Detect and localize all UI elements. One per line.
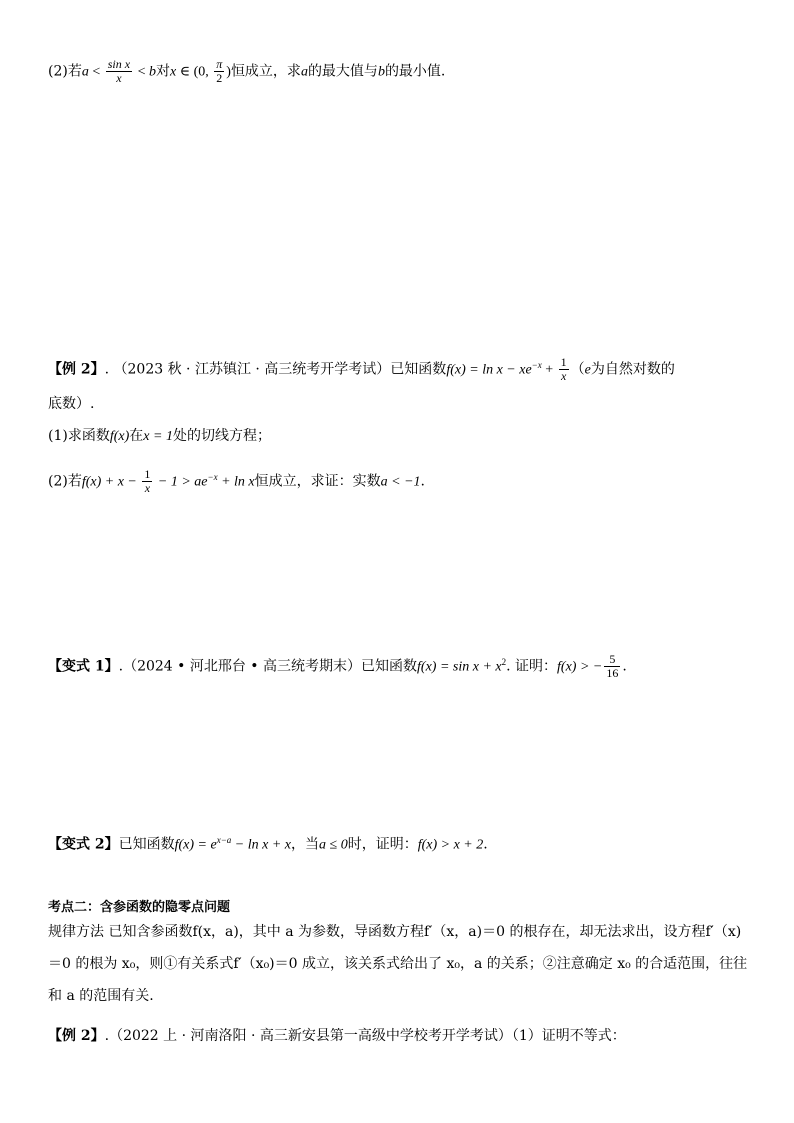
variant-2-label: 【变式 2】 [48,836,119,853]
q1-mid: 在 [129,428,144,444]
less-than: < [88,64,104,80]
paren-open: （ [570,361,585,378]
part2-suffix: 恒成立，求 [230,63,301,80]
example-2b [48,1026,626,1046]
method-paragraph: 规律方法 已知含参函数f(x，a)，其中 a 为参数，导函数方程f′（x，a)＝0 的根存在，却无法求出，设方程f′（x)＝0 的根为 x₀，则①有关系式f′（x₀)＝0 成立，该关系式给出了 x₀，a 的关系；②注意确定 x₀ 的合适范围，往往和 a 的范围有关. [48,924,748,1004]
q2-mid: 恒成立，求证：实数 [254,473,381,490]
variant-1-function: f(x) = sin x + x [417,659,502,675]
example-2b-text: .（2022 上 · 河南洛阳 · 高三新安县第一高级中学校考开学考试）（1）证明不等式： [104,1028,626,1044]
q1-function: f(x) [109,429,130,444]
interval-open: ∈ (0, [176,64,213,80]
example-2-question-2 [48,467,425,495]
variant-2-function-rest: − ln x + x [231,837,292,853]
example-2-label: 【例 2】 [48,361,105,378]
variant-2-exponent: x−a [216,835,232,845]
variant-1-square: 2 [501,657,507,667]
q2-conclusion: a < −1 [380,474,421,490]
example-2b-label: 【例 2】 [48,1028,105,1044]
interval-close: ) [226,64,231,80]
example-2-function: f(x) = ln x − xe [446,362,532,378]
q2-expr2: − 1 > ae [154,474,208,490]
variant-1-source: .（2024 • 河北邢台 • 高三统考期末）已知函数 [118,658,418,675]
q1-x-value: x = 1 [143,429,173,444]
frac-denominator: x [116,71,122,85]
q1-prefix: (1)求函数 [48,428,110,444]
q2-frac-num: 1 [144,467,151,482]
pi-over-2-fraction [214,58,224,85]
five-sixteenths-fraction [604,653,620,680]
q1-end: 处的切线方程； [172,428,271,444]
frac-16: 16 [606,666,619,681]
q2-fraction [142,468,152,495]
problem-part-2 [48,58,445,85]
var-e: e [584,362,591,378]
variant-1 [48,652,627,680]
variant-1-end: . [622,658,627,675]
plus-sign: + [541,362,557,378]
var-b-2: b [377,64,385,80]
q2-exponent: −x [207,472,218,482]
variant-1-mid: . 证明： [506,658,558,675]
pi-numerator: π [216,57,223,71]
example-2-exponent: −x [531,360,542,370]
var-b: b [149,64,156,80]
q2-prefix: (2)若 [48,473,82,490]
frac-one: 1 [560,355,567,370]
example-2-tail: 为自然对数的 [590,361,675,378]
q2-end: . [420,473,425,490]
q2-expr1: f(x) + x − [81,474,141,490]
q2-expr3: + ln x [217,474,255,490]
variant-2-mid2: 时，证明： [347,836,418,853]
q2-frac-den: x [144,481,151,496]
example-2-source: . （2023 秋 · 江苏镇江 · 高三统考开学考试）已知函数 [104,361,447,378]
var-a-2: a [300,64,308,80]
example-2-question-1 [48,426,271,447]
var-a: a [81,64,89,80]
dui-text: 对 [156,63,170,80]
example-2-line2: 底数）. [48,396,95,412]
frac-x: x [560,369,567,384]
one-over-x-fraction [559,356,569,383]
variant-2-inequality: f(x) > x + 2 [417,837,484,853]
sinx-over-x-fraction [106,58,132,85]
variant-2-intro: 已知函数 [118,836,175,853]
section-title: 考点二：含参函数的隐零点问题 [48,900,231,915]
frac-numerator: sin x [107,57,131,71]
variant-2 [48,830,488,856]
variant-2-condition: a ≤ 0 [319,837,348,853]
part2-mid: 的最大值与 [307,63,378,80]
variant-2-end: . [483,836,488,853]
variant-1-inequality: f(x) > − [557,659,603,675]
part2-prefix: (2)若 [48,63,82,80]
variant-1-label: 【变式 1】 [48,658,119,675]
part2-end: 的最小值. [384,63,446,80]
variant-2-function: f(x) = e [174,837,217,853]
variant-2-mid: ，当 [291,836,320,853]
pi-denominator: 2 [216,71,223,85]
var-x: x [170,64,177,80]
less-than-2: < [134,64,149,80]
example-2-header [48,355,675,383]
frac-5: 5 [604,653,620,667]
